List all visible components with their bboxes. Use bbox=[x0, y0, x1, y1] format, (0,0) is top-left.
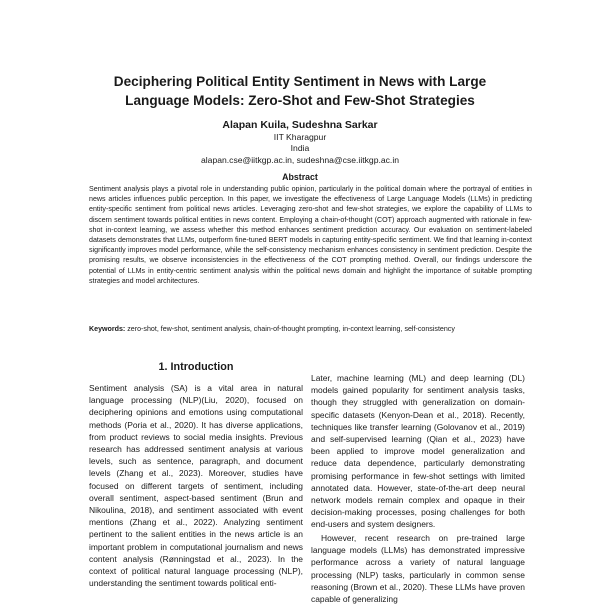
keywords-label: Keywords: bbox=[89, 325, 126, 333]
institution: IIT Kharagpur bbox=[273, 132, 327, 142]
abstract-heading: Abstract bbox=[282, 172, 318, 182]
intro-right-column-para2: However, recent research on pre-trained large language models (LLMs) has demonstrated impressive performance across a variety of natural language processing (NLP) tasks, particularly in common sense reasoning (Brown et al., 2020). These LLMs have proven capable of generalizing bbox=[311, 533, 525, 605]
paper-title bbox=[40, 72, 560, 110]
section-heading-introduction: 1. Introduction bbox=[158, 361, 234, 373]
intro-left-column: Sentiment analysis (SA) is a vital area in natural language processing (NLP)(Liu, 2020), focused on deciphering opinions and emotions using computational methods (Poria et al., 2020). It has diverse applications, from product reviews to social media insights. Previous research has addressed sentiment analysis at various levels, such as sentence, paragraph, and document levels (Zhang et al., 2023). Moreover, studies have focused on different targets of sentiment, including overall sentiment, aspect-based sentiment (Brun and Nikoulina, 2018), and sentiment associated with event mentions (Zhang et al., 2022). Analyzing sentiment pertinent to the salient entities in the news article is an important problem in computational journalism and news content analysis (Rønningstad et al., 2023). In the context of political natural language processing (NLP), understanding the sentiment towards political enti- bbox=[89, 383, 303, 589]
keywords-list: zero-shot, few-shot, sentiment analysis, chain-of-thought prompting, in-context learning, self-consistency bbox=[127, 325, 455, 333]
title-line-2: Language Models: Zero-Shot and Few-Shot Strategies bbox=[125, 93, 475, 108]
abstract-text: Sentiment analysis plays a pivotal role in understanding public opinion, particularly in the political domain where the portrayal of entities in news articles influences public perception. In this paper, we investigate the effectiveness of Large Language Models (LLMs) in predicting entity-specific sentiment from political news articles. Leveraging zero-shot and few-shot strategies, we explore the capability of LLMs to discern sentiment towards political entities in news content. Employing a chain-of-thought (COT) approach augmented with rationale in few-shot in-context learning, we assess whether this method enhances sentiment prediction accuracy. Our evaluation on sentiment-labeled datasets demonstrates that LLMs, outperform fine-tuned BERT models in capturing entity-specific sentiment. We find that learning in-context significantly improves model performance, while the self-consistency mechanism enhances consistency in sentiment prediction. Despite the promising results, we observe inconsistencies in the effectiveness of the COT prompting method. Overall, our findings underscore the potential of LLMs in entity-centric sentiment analysis within the political news domain and highlight the importance of suitable prompting strategies and model architectures. bbox=[89, 185, 532, 285]
country: India bbox=[290, 143, 310, 153]
keywords bbox=[89, 324, 532, 334]
author-emails: alapan.cse@iitkgp.ac.in, sudeshna@cse.iitkgp.ac.in bbox=[200, 155, 400, 165]
authors: Alapan Kuila, Sudeshna Sarkar bbox=[222, 119, 378, 131]
intro-right-column: Later, machine learning (ML) and deep learning (DL) models gained popularity for sentiment analysis tasks, though they struggled with generalization on domain-specific datasets (Kenyon-Dean et al., 2018). Recently, techniques like transfer learning (Golovanov et al., 2019) and self-supervised learning (Qian et al., 2023) have been applied to improve model generalization and reduce data dependence, particularly demonstrating promising performance in few-shot settings with limited annotated data. However, state-of-the-art deep neural network models remain complex and opaque in their decision-making processes, posing challenges for both end-users and system designers. bbox=[311, 373, 525, 530]
title-line-1: Deciphering Political Entity Sentiment in News with Large bbox=[113, 74, 487, 89]
